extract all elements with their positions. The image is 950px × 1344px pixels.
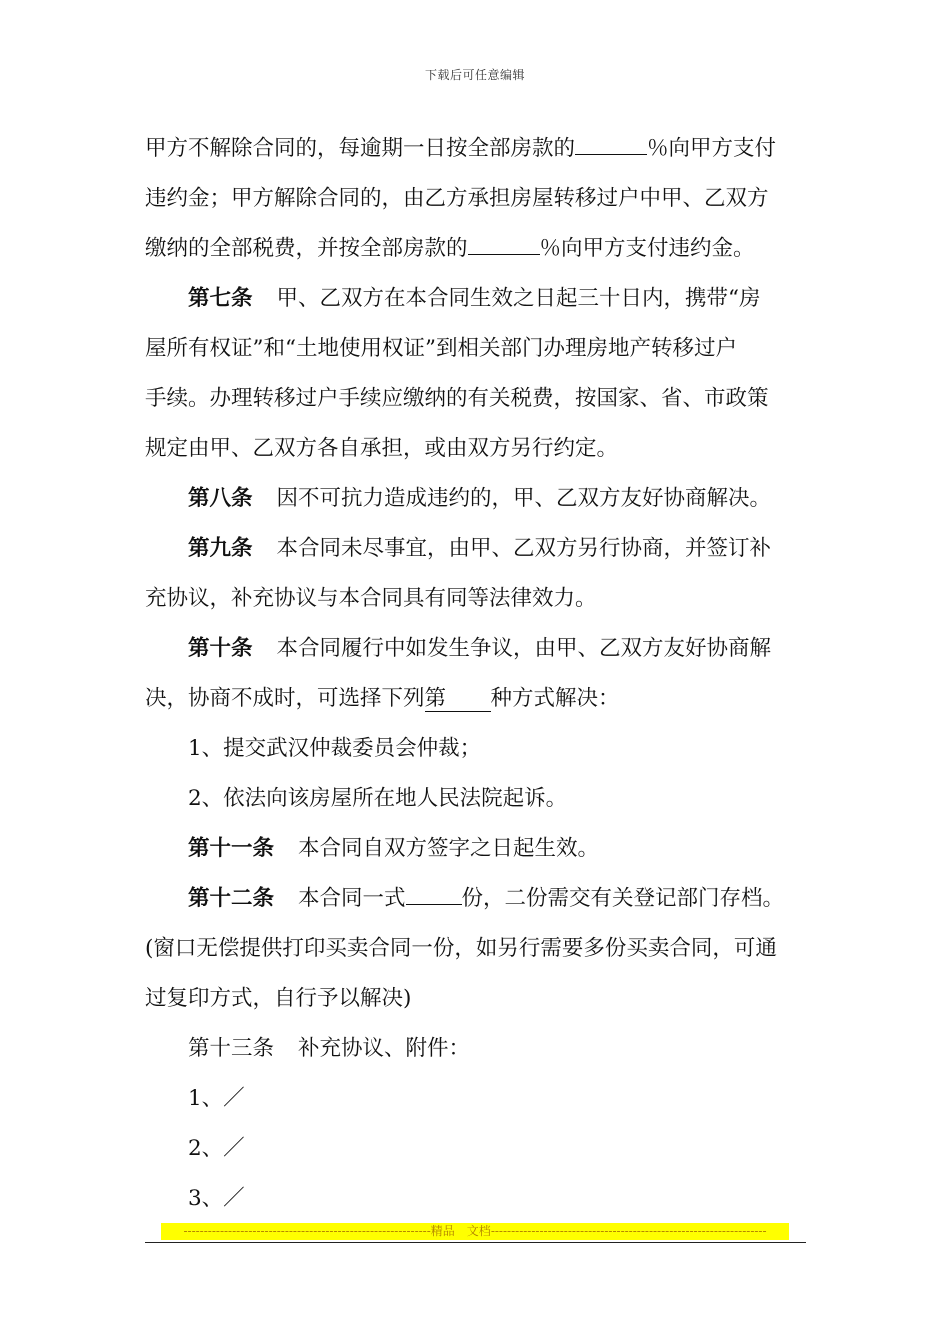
penalty-rate-blank[interactable] (575, 131, 647, 155)
article-12-line-2: (窗口无偿提供打印买卖合同一份，如另行需要多份买卖合同，可通 (145, 936, 777, 961)
article-9-line-2: 充协议，补充协议与本合同具有同等法律效力。 (145, 586, 597, 611)
article-13-line-1 (145, 1024, 810, 1074)
dispute-option-prefix: 第 (424, 686, 447, 711)
article-10-line-2 (145, 674, 810, 724)
footer-band (161, 1223, 789, 1240)
attachment-item-2: 2、／ (188, 1136, 245, 1161)
attachment-item-1: 1、／ (188, 1086, 245, 1111)
article-9-title: 第九条 (188, 536, 253, 561)
article-9-text: 本合同未尽事宜，由甲、乙双方另行协商，并签订补 (276, 536, 772, 561)
penalty-line-2: 违约金；甲方解除合同的，由乙方承担房屋转移过户中甲、乙双方 (145, 186, 769, 211)
article-7-text: 甲、乙双方在本合同生效之日起三十日内，携带“房 (276, 286, 761, 311)
dispute-option-2: 2、依法向该房屋所在地人民法院起诉。 (188, 786, 568, 811)
footer-rule (145, 1242, 806, 1243)
dispute-option-blank[interactable] (425, 688, 491, 712)
article-10-title: 第十条 (188, 636, 253, 661)
article-12-text: 本合同一式 (298, 886, 406, 911)
penalty-rate-blank-2[interactable] (468, 231, 540, 255)
article-10-text: 决，协商不成时，可选择下列 (145, 686, 425, 711)
dispute-option-1: 1、提交武汉仲裁委员会仲裁； (188, 736, 482, 761)
penalty-line-3 (145, 224, 810, 274)
article-8-line-1 (145, 474, 810, 524)
article-8-title: 第八条 (188, 486, 253, 511)
article-10-text: 种方式解决： (490, 686, 620, 711)
contract-body (145, 124, 810, 1224)
article-8-text: 因不可抗力造成违约的，甲、乙双方友好协商解决。 (276, 486, 772, 511)
article-12-line-1 (145, 874, 810, 924)
article-7-title: 第七条 (188, 286, 253, 311)
article-11-line-1 (145, 824, 810, 874)
article-13-title: 第十三条 (188, 1036, 275, 1061)
page-header: 下载后可任意编辑 (424, 68, 525, 82)
attachment-item-3: 3、／ (188, 1186, 245, 1211)
article-12-line-3: 过复印方式，自行予以解决) (145, 986, 412, 1011)
article-12-title: 第十二条 (188, 886, 275, 911)
penalty-line-1 (145, 124, 810, 174)
footer-dashes-right: -------------------------------------------------------------------- (490, 1224, 767, 1238)
penalty-text: 甲方不解除合同的，每逾期一日按全部房款的 (145, 136, 576, 161)
article-11-text: 本合同自双方签字之日起生效。 (298, 836, 600, 861)
article-7-line-4: 规定由甲、乙双方各自承担，或由双方另行约定。 (145, 436, 619, 461)
penalty-text: ％向甲方支付 (647, 136, 777, 161)
article-12-text: 份，二份需交有关登记部门存档。 (461, 886, 785, 911)
article-7-line-2: 屋所有权证”和“土地使用权证”到相关部门办理房地产转移过户 (145, 336, 737, 361)
article-11-title: 第十一条 (188, 836, 275, 861)
article-7-line-3: 手续。办理转移过户手续应缴纳的有关税费，按国家、省、市政策 (145, 386, 769, 411)
footer-dashes-left: ------------------------------------------------------------- (183, 1224, 431, 1238)
article-13-text: 补充协议、附件： (298, 1036, 471, 1061)
copies-count-blank[interactable] (406, 881, 462, 905)
article-10-text: 本合同履行中如发生争议，由甲、乙双方友好协商解 (276, 636, 772, 661)
footer-text: 精品 文档 (430, 1224, 491, 1238)
article-10-line-1 (145, 624, 810, 674)
article-7-line-1 (145, 274, 810, 324)
penalty-text: 缴纳的全部税费，并按全部房款的 (145, 236, 468, 261)
article-9-line-1 (145, 524, 810, 574)
penalty-text: ％向甲方支付违约金。 (539, 236, 755, 261)
